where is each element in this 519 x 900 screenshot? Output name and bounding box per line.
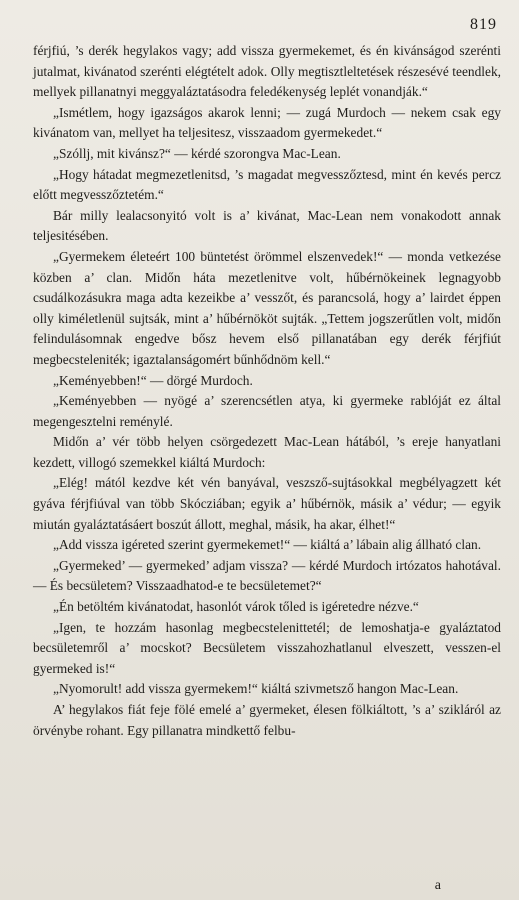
paragraph: „Gyermekem életeért 100 büntetést örömmel elszenvedek!“ — monda vetkezése közben a’ clan. Midőn háta mezetlenitve volt, hűbérnökeinek legnagyobb csudálkozásukra maga adta kezeikbe a’ vesszőt, és parancsolá, hogy a’ lairdet éppen olly kiméletlenül sujtsák, mint a’ hűbérnököt sujták. „Tettem jogszerűtlen volt, midőn felindulásomnak engedve bősz hevem első pillanatában egy derék férjfiút megbecsteleniték; igaztalanságomért bűnhődnöm kell.“ (33, 248, 501, 367)
paragraph: „Nyomorult! add vissza gyermekem!“ kiáltá szivmetsző hangon Mac-Lean. (53, 681, 459, 697)
paragraph: A’ hegylakos fiát feje fölé emelé a’ gyermeket, élesen fölkiáltott, ’s a’ szikláról az örvénybe rohant. Egy pillanatra mindkettő felbu- (33, 702, 501, 738)
paragraph: „Ismétlem, hogy igazságos akarok lenni; — zugá Murdoch — nekem csak egy kivánatom van, mellyet ha teljesitesz, visszaadom gyermekedet.“ (33, 104, 501, 141)
paragraph: „Én betöltém kivánatodat, hasonlót várok tőled is igéretedre nézve.“ (53, 599, 419, 615)
paragraph-continuation: férjfiú, ’s derék hegylakos vagy; add vissza gyermekemet, és én kivánságod szerénti jutalmat, kivánatod szerénti elégtételt adok. Olly megtisztleltetések részesévé teendlek, mellyek pillanatnyi meggyaláztatásodra feledékenység leplét vonandják.“ (33, 43, 501, 100)
paragraph: „Igen, te hozzám hasonlag megbecstelenittetél; de lemoshatja-e gyaláztatod becsületemről a’ mocskot? Becsületem visszahozhatlanul elveszett, vesszen-el gyermeked is!“ (33, 619, 501, 676)
paragraph: „Gyermeked’ — gyermeked’ adjam vissza? — kérdé Murdoch irtózatos hahotával. — És becsületem? Visszaadhatod-e te becsületemet?“ (33, 557, 501, 594)
paragraph: „Szóllj, mit kivánsz?“ — kérdé szorongva Mac-Lean. (53, 145, 341, 161)
catchword: a (434, 878, 441, 893)
paragraph: „Add vissza igéreted szerint gyermekemet!“ — kiáltá a’ lábain alig állható clan. (53, 537, 482, 553)
paragraph: „Keményebben!“ — dörgé Murdoch. (53, 372, 253, 388)
paragraph: „Hogy hátadat megmezetlenitsd, ’s magadat megvesszőztesd, mint én kevés percz előtt megvesszőztetém.“ (33, 166, 501, 203)
body-text (33, 41, 501, 741)
page-number: 819 (470, 16, 497, 33)
paragraph: „Keményebben — nyögé a’ szerencsétlen atya, ki gyermeke rablóját ez által megengesztelni reménylé. (33, 393, 501, 429)
paragraph: Bár milly lealacsonyitó volt is a’ kivánat, Mac-Lean nem vonakodott annak teljesitésében. (33, 207, 501, 244)
paragraph: „Elég! mától kezdve két vén banyával, veszsző-sujtásokkal megbélyagzett két gyáva férjfiúval van több Skócziában; egyik a’ hűbérnök, másik a’ védur; — egyik miután gyaláztatásáert boszút állott, meghal, másik, ha akar, élhet!“ (33, 475, 501, 532)
paragraph: Midőn a’ vér több helyen csörgedezett Mac-Lean hátából, ’s ereje hanyatlani kezdett, villogó szemekkel kiáltá Murdoch: (33, 434, 501, 470)
